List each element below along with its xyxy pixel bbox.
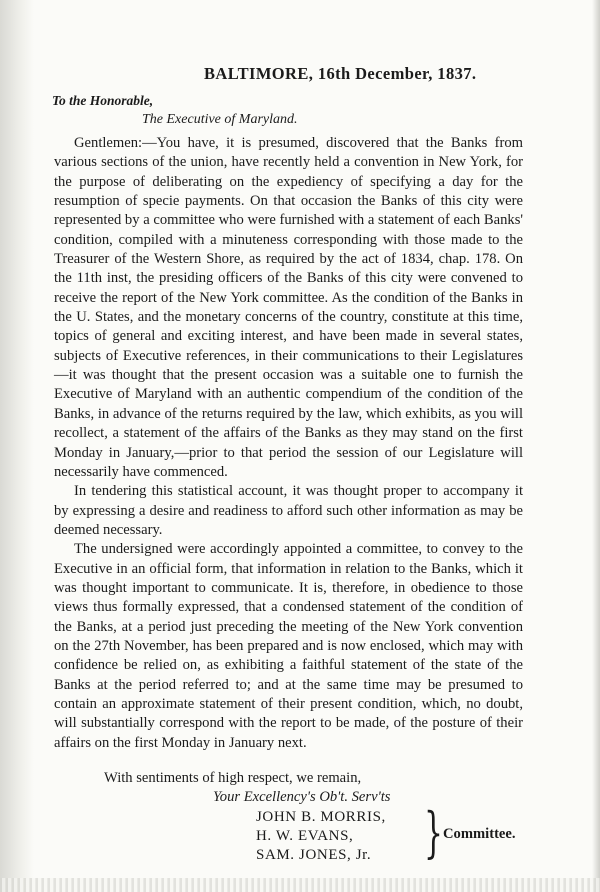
letter-body — [54, 134, 523, 753]
closing-line: With sentiments of high respect, we remain, — [104, 770, 362, 786]
paragraph-2: In tendering this statistical account, it was thought proper to accompany it by expressing a desire and readiness to afford such other information as may be deemed necessary. — [54, 483, 523, 538]
signatory-name: SAM. JONES, Jr. — [256, 847, 372, 863]
dateline: BALTIMORE, 16th December, 1837. — [204, 64, 477, 83]
scan-binding-edge — [0, 0, 34, 892]
scan-bottom-edge — [0, 878, 600, 892]
salutation-line-1: To the Honorable, — [52, 93, 154, 108]
signatory-name: JOHN B. MORRIS, — [256, 809, 386, 825]
paragraph-1: Gentlemen:—You have, it is presumed, discovered that the Banks from various sections of the union, have recently held a convention in New York, for the purpose of deliberating on the expediency of specifying a day for the resumption of specie payments. On that occasion the Banks of this city were represented by a committee who were furnished with a statement of each Banks' condition, compiled with a minuteness corresponding with those made to the Treasurer of the Western Shore, as required by the act of 1834, chap. 178. On the 11th inst, the presiding officers of the Banks of this city were convened to receive the report of the New York committee. As the condition of the Banks in the U. States, and the monetary concerns of the country, constitute at this time, topics of general and exciting interest, and have been made in several states, subjects of Executive references, in their communications to their Legislatures—it was thought that the present occasion was a suitable one to furnish the Executive of Maryland with an authentic compendium of the condition of the Banks, in advance of the returns required by the law, which exhibits, as you will recollect, a statement of the affairs of the Banks as they may stand on the first Monday in January,—prior to that period the session of our Legislature will necessarily have commenced. — [54, 135, 523, 480]
paragraph-3: The undersigned were accordingly appointed a committee, to convey to the Executive in an official form, that information in relation to the Banks, which it was thought important to communicate. It is, therefore, in obedience to those views thus formally expressed, that a condensed statement of the condition of the Banks, at a period just preceding the meeting of the New York convention on the 27th November, has been prepared and is now enclosed, which may with confidence be relied on, as exhibiting a faithful statement of the state of the Banks at the period referred to; and at the same time may be presumed to contain an approximate statement of their present condition, which, no doubt, will substantially correspond with the report to be made, of the posture of their affairs on the first Monday in January next. — [54, 541, 523, 751]
signatory-name: H. W. EVANS, — [256, 828, 354, 844]
signatory-list — [256, 808, 386, 865]
scan-right-edge — [592, 0, 600, 892]
salutation-line-2: The Executive of Maryland. — [142, 112, 298, 127]
complimentary-close: Your Excellency's Ob't. Serv'ts — [213, 789, 391, 805]
brace-icon: } — [424, 801, 443, 864]
committee-label: Committee. — [443, 826, 516, 842]
